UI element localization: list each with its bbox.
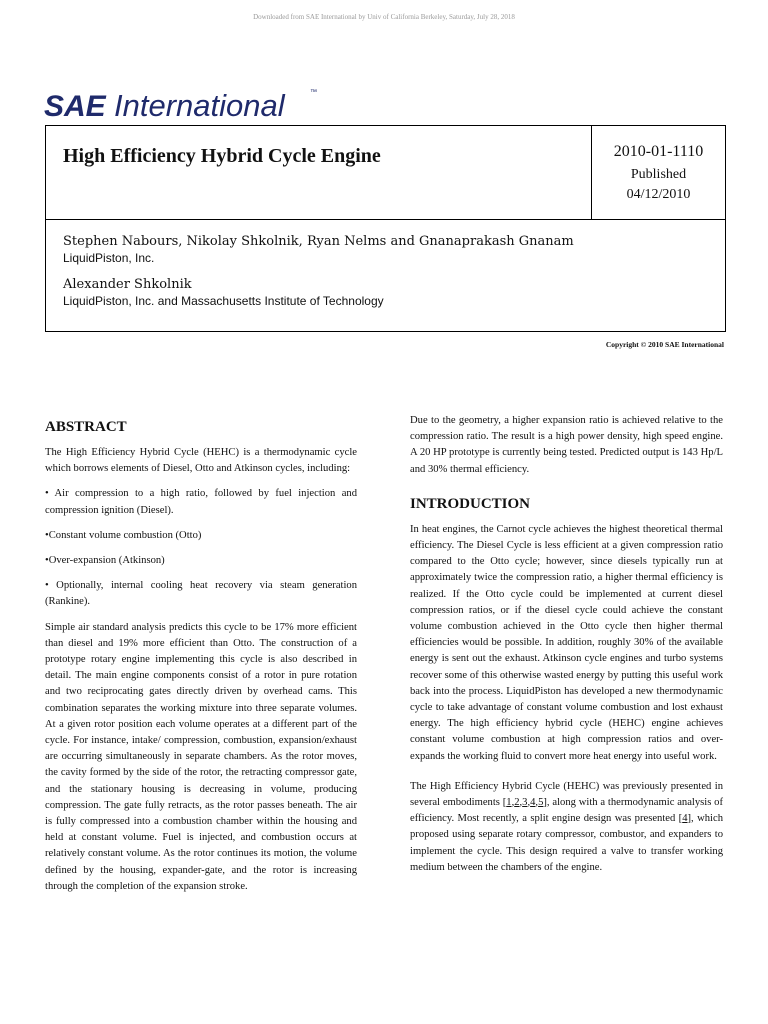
title-box (45, 125, 726, 332)
sae-international-logo (44, 82, 324, 122)
citation-link-5[interactable]: 5 (538, 797, 544, 809)
left-column (45, 417, 357, 904)
author-affiliation: LiquidPiston, Inc. and Massachusetts Institute of Technology (63, 294, 384, 308)
abstract-heading: ABSTRACT (45, 419, 127, 435)
citation-link-3[interactable]: 3 (522, 797, 528, 809)
abstract-bullet: •Constant volume combustion (Otto) (45, 529, 202, 541)
paragraph-text: ], along with a thermodynamic analysis of efficiency. Most recently, a split engine design was presented [ (410, 797, 723, 825)
download-note: Downloaded from SAE International by Univ of California Berkeley, Saturday, July 28, 2018 (253, 13, 515, 21)
introduction-paragraph-2: The High Efficiency Hybrid Cycle (HEHC) was previously presented in several embodiments [1,2,3,4,5], along with a thermodynamic analysis of efficiency. Most recently, a split engine design was presented [4], which proposed using separate rotary compressor, combustor, and expanders to implement the cycle. This design required a valve to transfer working medium between the chambers of the engine. (410, 780, 724, 873)
introduction-heading: INTRODUCTION (410, 495, 531, 512)
logo-international-text: International (114, 88, 285, 123)
author-affiliation: LiquidPiston, Inc. (63, 251, 155, 265)
author-names: Alexander Shkolnik (63, 277, 192, 292)
paper-meta (592, 142, 725, 205)
copyright-notice: Copyright © 2010 SAE International (605, 340, 724, 349)
right-column (410, 413, 723, 885)
abstract-continuation: Due to the geometry, a higher expansion ratio is achieved relative to the compression ratio. The result is a high power density, high speed engine. A 20 HP prototype is currently being tested. Predicted output is 143 Hp/L and 30% thermal efficiency. (410, 415, 723, 475)
paragraph-text: The High Efficiency Hybrid Cycle (HEHC) was previously presented in several embodiments [ (410, 780, 723, 809)
title-row (46, 126, 725, 220)
published-date: 04/12/2010 (626, 187, 691, 202)
paragraph-text: ], which proposed using separate rotary compressor, combustor, and expanders to implement the cycle. This design required a valve to transfer working medium between the chambers of the engine. (410, 813, 724, 873)
citation-link-4[interactable]: 4 (530, 797, 536, 809)
abstract-bullet: • Optionally, internal cooling heat recovery via steam generation (Rankine). (45, 580, 357, 608)
introduction-paragraph: In heat engines, the Carnot cycle achieves the highest theoretical thermal efficiency. The Diesel Cycle is less efficient at a given compression ratio compared to the Otto cycle; however, since diesels typically run at approximately twice the compression ratio, a higher thermal efficiency is realized. If the Otto cycle could be implemented at current diesel compression ratios, or if the diesel cycle could achieve the constant volume combustion achieved in the Otto cycle then higher thermal efficiencies would be possible. In addition, roughly 30% of the available energy is sent out the exhaust. Atkinson cycle engines and turbo systems recover some of this otherwise wasted energy by putting this useful work back into the process. LiquidPiston has developed a new thermodynamic cycle to take advantage of constant volume combustion and lost exhaust energy. The high efficiency hybrid cycle (HEHC) engine achieves constant volume combustion at high compression ratios and over-expands the working fluid to convert more heat energy into useful work. (410, 523, 723, 762)
abstract-intro: The High Efficiency Hybrid Cycle (HEHC) is a thermodynamic cycle which borrows elements of Diesel, Otto and Atkinson cycles, including: (45, 447, 357, 475)
abstract-body: Simple air standard analysis predicts this cycle to be 17% more efficient than diesel and 19% more efficient than Otto. The construction of a prototype rotary engine implementing this cycle is also described in detail. The main engine components consist of a rotor in pure rotation and two reciprocating gates directly driven by overhead cams. This combination separates the working mixture into three separate volumes. At a given rotor position each volume operates at a different part of the cycle. For instance, intake/ compression, combustion, expansion/exhaust are occurring simultaneously in separate chambers. As the rotor moves, the cavity formed by the side of the rotor, the retracting compressor gate, and the stationary housing is decreasing in volume, producing compression. The gate fully retracts, as the rotor passes beneath. The air is fully compressed into a combustion chamber within the housing and held at constant volume. Fuel is injected, and combustion occurs at relatively constant volume. As the rotor continues its motion, the volume defined by the housing, expander-gate, and the rotor is increasing through the completion of the expansion stroke. (45, 621, 357, 892)
published-label: Published (630, 167, 687, 182)
paper-number: 2010-01-1110 (613, 143, 704, 160)
citation-link-1[interactable]: 1 (506, 797, 512, 809)
abstract-bullet: • Air compression to a high ratio, followed by fuel injection and compression ignition (Diesel). (45, 488, 357, 516)
citation-link-2[interactable]: 2 (514, 797, 520, 809)
authors-block (63, 234, 574, 320)
logo-trademark: ™ (310, 89, 317, 96)
citation-link-split[interactable]: 4 (682, 813, 688, 825)
author-names: Stephen Nabours, Nikolay Shkolnik, Ryan Nelms and Gnanaprakash Gnanam (63, 234, 574, 249)
logo-sae-text: SAE (44, 90, 106, 123)
abstract-bullet: •Over-expansion (Atkinson) (45, 555, 165, 567)
paper-title: High Efficiency Hybrid Cycle Engine (63, 145, 381, 167)
